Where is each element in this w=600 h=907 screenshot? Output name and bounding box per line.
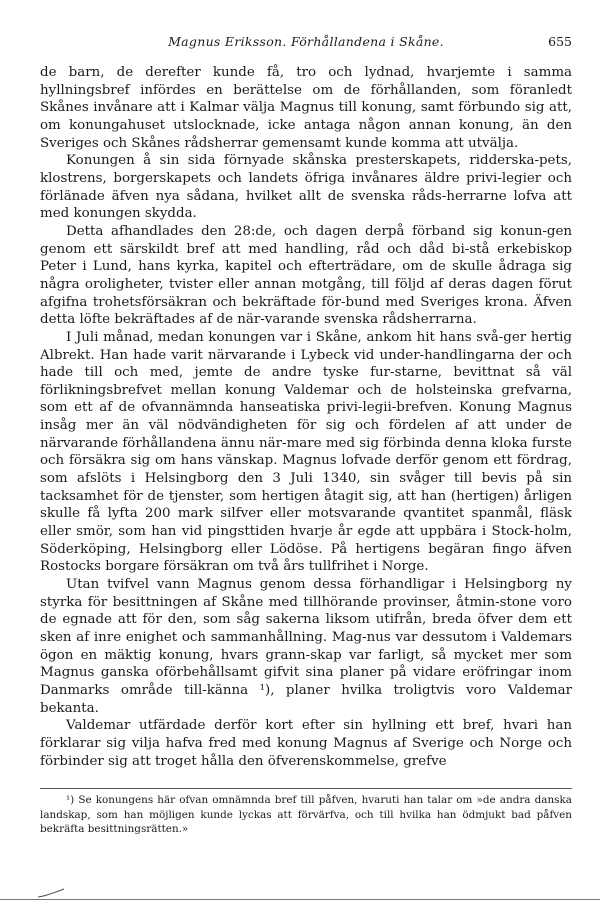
footnote-divider — [40, 788, 572, 789]
paragraph-2: Konungen å sin sida förnyade skånska presterskapets, ridderska-pets, klostrens, borgerskapets och landets öfriga invånares äldre privi-legier och förlänade äfven nya sådana, hvilket allt de svenska råds-herrarne lofva att med konungen skydda. — [40, 153, 572, 222]
page-number: 655 — [548, 34, 572, 49]
paragraph-5: Utan tvifvel vann Magnus genom dessa förhandligar i Helsingborg ny styrka för besittningen af Skåne med tillhörande provinser, åtmin-stone voro de egnade att för den, som såg sakerna liksom utifrån, breda öfver dem ett sken af inre enighet och sammanhållning. Mag-nus var dessutom i Valdemars ögon en mäktig konung, hvars grann-skap var farligt, så mycket mer som Magnus ganska oförbehållsamt gifvit sina planer på vidare eröfringar inom Danmarks område till-känna ¹), planer hvilka troligtvis voro Valdemar bekanta. — [40, 577, 572, 716]
paragraph-4: I Juli månad, medan konungen var i Skåne, ankom hit hans svå-ger hertig Albrekt. Han hade varit närvarande i Lybeck vid under-handlingarna der och hade till och med, jemte de andre tyske fur-starne, bevittnat så väl förlikningsbrefvet mellan konung Valdemar och de holsteinska grefvarna, som ett af de ofvannämnda hanseatiska privi-legii-brefven. Konung Magnus insåg mer än väl nödvändigheten för sig och fördelen af att under de närvarande förhållandena ännu när-mare med sig förbinda denna kloka furste och försäkra sig om hans vänskap. Magnus lofvade derför genom ett fördrag, som afslöts i Helsingborg den 3 Juli 1340, sin svåger till bevis på sin tacksamhet för de tjenster, som hertigen åtagit sig, att han (hertigen) årligen skulle få lyfta 200 mark silfver eller motsvarande qvantitet spanmål, fläsk eller smör, som han vid pingsttiden hvarje år egde att uppbära i Stock-holm, Söderköping, Helsingborg eller Lödöse. På hertigens begäran fingo äfven Rostocks borgare försäkran om två års tullfrihet i Norge. — [40, 329, 573, 575]
paragraph-6: Valdemar utfärdade derför kort efter sin hyllning ett bref, hvari han förklarar sig vilja hafva fred med konung Magnus af Sverige och Norge och förbinder sig att troget hålla den öfverenskommelse, grefve — [40, 718, 572, 769]
paragraph-3: Detta afhandlades den 28:de, och dagen derpå förband sig konun-gen genom ett särskildt bref att med handling, råd och dåd bi-stå erkebiskop Peter i Lund, hans kyrka, kapitel och efterträdare, om de skulle ådraga sig några oroligheter, tvister eller annan motgång, till följd af deras dagen förut afgifna trohetsförsäkran och bekräftade för-bund med Sveriges krona. Äfven detta löfte bekräftades af de när-varande svenska rådsherrarna. — [40, 223, 573, 328]
main-text — [40, 64, 572, 770]
footnote-text: ¹) Se konungens här ofvan omnämnda bref till påfven, hvaruti han talar om »de andra danska landskap, som han möjligen kunde lyckas att förvärfva, och till hvilka han ödmjukt bad påfven bekräfta besittningsrätten.» — [40, 794, 573, 836]
paragraph-1: de barn, de derefter kunde få, tro och lydnad, hvarjemte i samma hyllningsbref infördes en berättelse om de förhållanden, som föranledt Skånes invånare att i Kalmar välja Magnus till konung, samt förbundo sig att, om konungahuset utslocknade, icke antaga någon annan konung, än den Sveriges och Skånes rådsherrar gemensamt kunde komma att utvälja. — [40, 65, 572, 151]
page-header — [40, 34, 572, 52]
scan-edge-line — [0, 899, 600, 900]
running-title: Magnus Eriksson. Förhållandena i Skåne. — [168, 34, 444, 49]
footnote — [40, 793, 572, 837]
pencil-mark-icon — [36, 888, 96, 898]
